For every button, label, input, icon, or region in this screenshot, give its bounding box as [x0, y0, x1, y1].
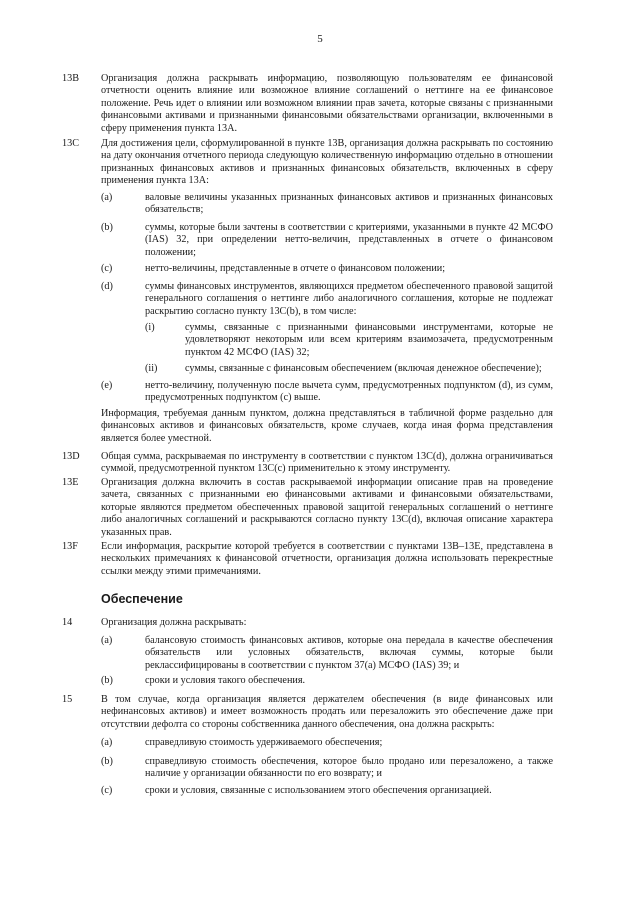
paragraph-14-text: Организация должна раскрывать:: [101, 617, 247, 628]
paragraph-13c-text: Для достижения цели, сформулированной в пункте 13В, организация должна раскрывать по состоянию на дату окончания отчетного периода следующую количественную информацию отдельно в отношении признанных финансовых активов и признанных финансовых обязательств, включенных в сферу применения пункта 13А:: [101, 138, 553, 187]
paragraph-number-15: 15: [62, 694, 73, 705]
list-label: (e): [101, 380, 113, 391]
list-item-text: сроки и условия такого обеспечения.: [145, 675, 306, 686]
paragraph-number-13c: 13C: [62, 138, 79, 149]
list-item-text: нетто-величины, представленные в отчете о финансовом положении;: [145, 263, 446, 274]
list-label: (b): [101, 756, 113, 767]
paragraph-number-13e: 13E: [62, 477, 79, 488]
sublist-item-text: суммы, связанные с признанными финансовыми инструментами, которые не удовлетворяют некоторым или всем критериям взаимозачета, предусмотренным пунктом 42 МСФО (IAS) 32;: [185, 322, 553, 358]
paragraph-number-13b: 13B: [62, 73, 79, 84]
list-item-text: валовые величины указанных признанных финансовых активов и признанных финансовых обязательств;: [145, 192, 553, 216]
list-item-text: сроки и условия, связанные с использованием этого обеспечения организацией.: [145, 785, 492, 796]
list-label: (b): [101, 675, 113, 686]
list-label: (c): [101, 263, 113, 274]
list-label: (a): [101, 737, 113, 748]
sublist-label: (i): [145, 322, 155, 333]
list-label: (d): [101, 281, 113, 292]
list-item-text: справедливую стоимость удерживаемого обеспечения;: [145, 737, 383, 748]
paragraph-number-14: 14: [62, 617, 73, 628]
list-item-text: нетто-величину, полученную после вычета сумм, предусмотренных подпунктом (d), из сумм, предусмотренных подпунктом (с) выше.: [145, 380, 553, 404]
list-item-text: справедливую стоимость обеспечения, которое было продано или перезаложено, а также наличие у организации обязанности по его возврату; и: [145, 756, 553, 780]
paragraph-number-13f: 13F: [62, 541, 78, 552]
sublist-item-text: суммы, связанные с финансовым обеспечением (включая денежное обеспечение);: [185, 363, 542, 374]
section-heading: Обеспечение: [101, 592, 183, 606]
page-number: 5: [317, 33, 323, 45]
paragraph-13e-text: Организация должна включить в состав раскрываемой информации описание прав на проведение зачета, связанных с признанными ею финансовыми активами и финансовыми обязательствами, которые являются предметом обеспеченных правовой защитой генеральных соглашений о неттинге либо аналогичных соглашений и раскрываются согласно пункту 13С(d), включая описание характера указанных прав.: [101, 477, 553, 538]
list-label: (a): [101, 192, 113, 203]
paragraph-13f-text: Если информация, раскрытие которой требуется в соответствии с пунктами 13В–13Е, представлена в нескольких примечаниях к финансовой отчетности, организация должна использовать перекрестные ссылки между этими примечаниями.: [101, 541, 553, 577]
paragraph-13d-text: Общая сумма, раскрываемая по инструменту в соответствии с пунктом 13С(d), должна ограничиваться суммой, предусмотренной пунктом 13С(с) применительно к этому инструменту.: [101, 451, 553, 475]
list-item-text: балансовую стоимость финансовых активов, которые она передала в качестве обеспечения обязательств или условных обязательств, включая суммы, которые были реклассифицированы в соответствии с пунктом 37(а) МСФО (IAS) 39; и: [145, 635, 553, 671]
list-label: (b): [101, 222, 113, 233]
paragraph-number-13d: 13D: [62, 451, 80, 462]
list-item-text: суммы финансовых инструментов, являющихся предметом обеспеченного правовой защитой генерального соглашения о неттинге либо аналогичного соглашения, которые не подлежат раскрытию согласно пункту 13С(b), в том числе:: [145, 281, 553, 317]
paragraph-13c-note: Информация, требуемая данным пунктом, должна представляться в табличной форме раздельно для финансовых активов и финансовых обязательств, кроме случаев, когда иная форма представления является более уместной.: [101, 408, 553, 444]
list-item-text: суммы, которые были зачтены в соответствии с критериями, указанными в пункте 42 МСФО (IAS) 32, при определении нетто-величин, представленных в отчете о финансовом положении;: [145, 222, 553, 258]
paragraph-13b-text: Организация должна раскрывать информацию, позволяющую пользователям ее финансовой отчетности оценить влияние или возможное влияние соглашений о неттинге на ее финансовое положение. Речь идет о влиянии или возможном влиянии прав зачета, которые связаны с признанными финансовыми активами и признанными финансовыми обязательствами организации, включенными в сферу применения пункта 13А.: [101, 73, 553, 134]
list-label: (a): [101, 635, 113, 646]
sublist-label: (ii): [145, 363, 158, 374]
list-label: (c): [101, 785, 113, 796]
paragraph-15-text: В том случае, когда организация является держателем обеспечения (в виде финансовых или нефинансовых активов) и имеет возможность продать или перезаложить это обеспечение даже при отсутствии дефолта со стороны собственника данного обеспечения, она должна раскрыть:: [101, 694, 553, 730]
